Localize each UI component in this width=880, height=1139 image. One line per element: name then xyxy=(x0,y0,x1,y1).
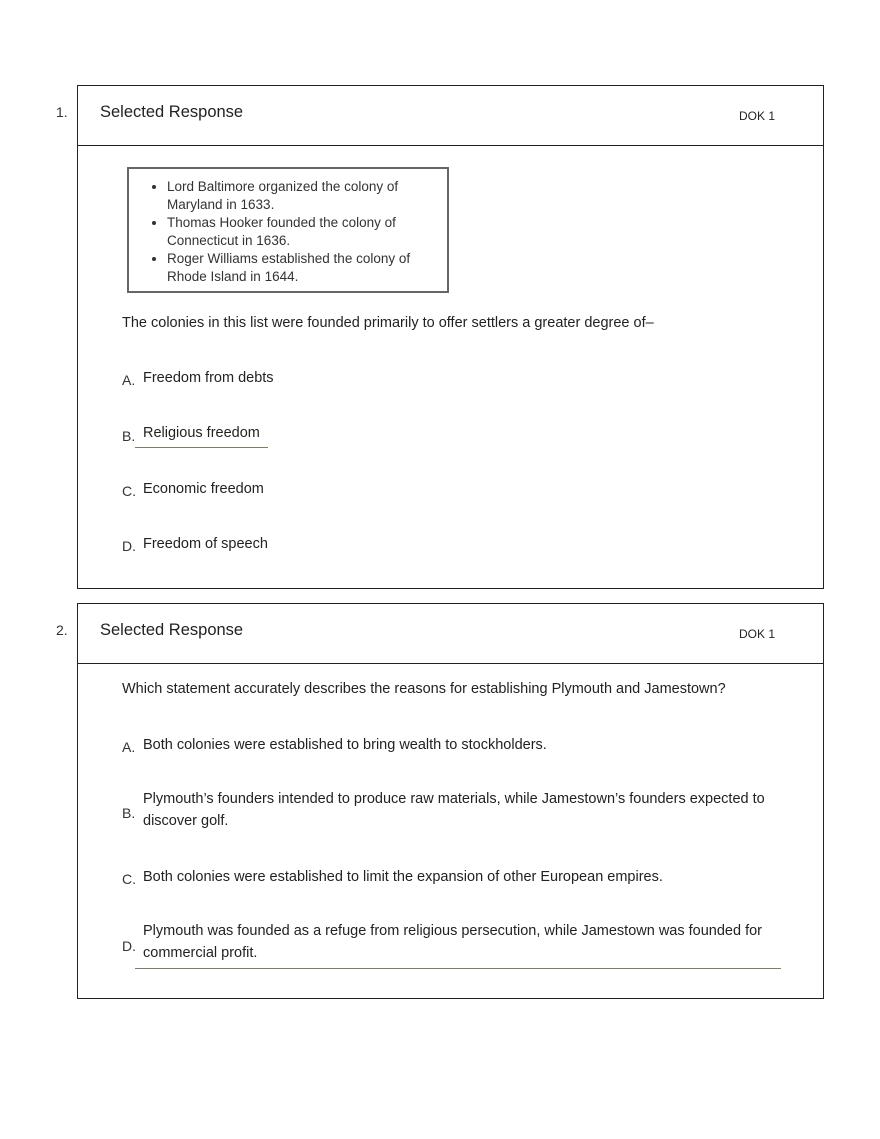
dok-badge: DOK 1 xyxy=(738,109,775,123)
option-text: Freedom of speech xyxy=(143,536,268,552)
option-text: Both colonies were established to limit the expansion of other European empires. xyxy=(143,869,663,885)
excerpt-item: • Thomas Hooker founded the colony of Connecticut in 1636. xyxy=(167,214,439,249)
question-prompt: The colonies in this list were founded primarily to offer settlers a greater degree of– xyxy=(122,315,654,331)
card-header xyxy=(78,86,823,146)
option-label: C. xyxy=(122,871,136,887)
question-card-1 xyxy=(77,85,824,589)
option-label: A. xyxy=(122,372,136,388)
excerpt-item: • Lord Baltimore organized the colony of Maryland in 1633. xyxy=(167,178,439,213)
excerpt-item: • Roger Williams established the colony of Rhode Island in 1644. xyxy=(167,250,439,285)
question-prompt: Which statement accurately describes the reasons for establishing Plymouth and Jamestown? xyxy=(122,681,726,697)
option-text: Economic freedom xyxy=(143,481,264,497)
option-label: B. xyxy=(122,805,136,821)
source-excerpt xyxy=(127,167,449,293)
selected-underline xyxy=(135,968,781,969)
option-text: Religious freedom xyxy=(143,425,260,441)
card-header xyxy=(78,604,823,664)
dok-badge: DOK 1 xyxy=(738,627,775,641)
option-label: B. xyxy=(122,428,136,444)
option-text: Plymouth’s founders intended to produce raw materials, while Jamestown’s founders expected to discover golf. xyxy=(143,791,765,829)
option-text: Freedom from debts xyxy=(143,370,274,386)
question-number: 1. xyxy=(56,104,68,120)
selected-underline xyxy=(135,447,268,448)
question-type: Selected Response xyxy=(100,621,244,639)
option-label: D. xyxy=(122,538,136,554)
option-label: C. xyxy=(122,483,136,499)
question-number: 2. xyxy=(56,622,68,638)
question-card-2 xyxy=(77,603,824,999)
option-label: A. xyxy=(122,739,136,755)
question-type: Selected Response xyxy=(100,103,244,121)
option-label: D. xyxy=(122,938,136,954)
option-text: Plymouth was founded as a refuge from religious persecution, while Jamestown was founded for commercial profit. xyxy=(143,923,762,961)
option-text: Both colonies were established to bring wealth to stockholders. xyxy=(143,737,547,753)
